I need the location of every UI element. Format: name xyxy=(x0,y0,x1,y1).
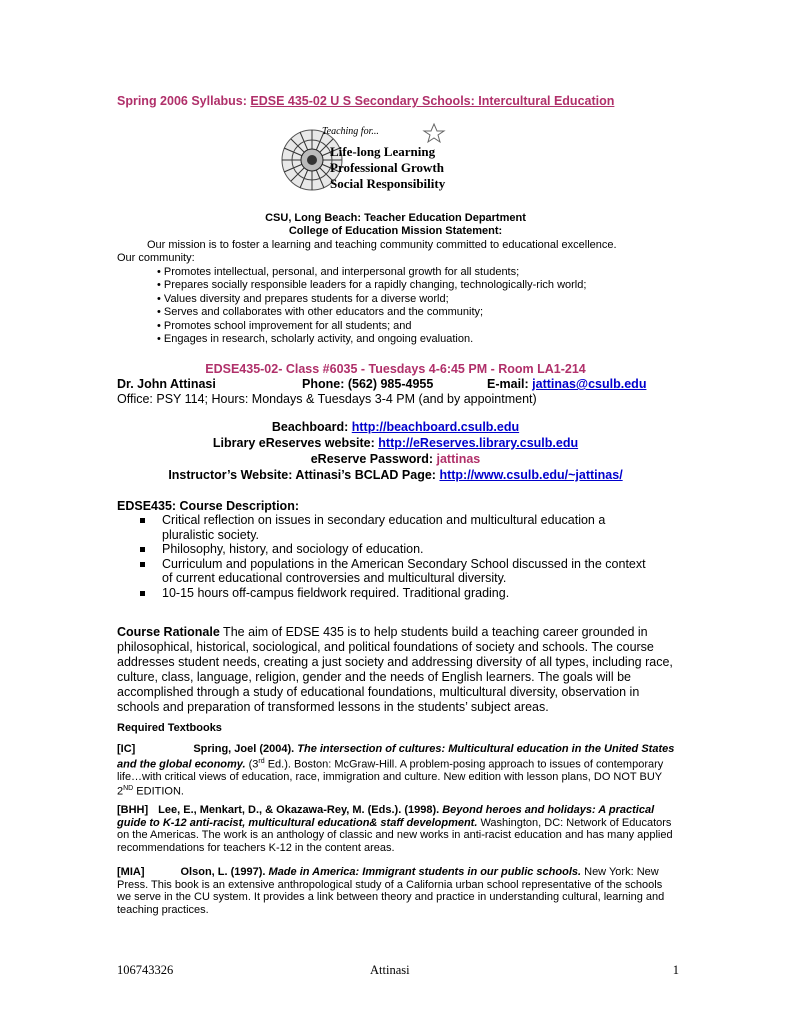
textbook-entry xyxy=(117,743,679,799)
textbooks-heading: Required Textbooks xyxy=(117,722,222,734)
logo-line3: Professional Growth xyxy=(330,160,444,175)
course-description-heading: EDSE435: Course Description: xyxy=(117,499,299,513)
square-bullet-icon xyxy=(140,518,145,523)
textbook-description: Ed.). Boston: McGraw-Hill. A problem-posing approach to issues of contemporary life…with critical views of education, race, immigration and culture. New edition with lesson plans, DO NOT BUY 2 xyxy=(117,758,664,799)
list-item-text: 10-15 hours off-campus fieldwork required. Traditional grading. xyxy=(162,585,510,600)
community-label: Our community: xyxy=(117,252,195,264)
footer-page-number: 1 xyxy=(672,963,679,977)
email-link[interactable]: jattinas@csulb.edu xyxy=(532,377,647,391)
syllabus-header xyxy=(117,94,614,108)
class-schedule: EDSE435-02- Class #6035 - Tuesdays 4-6:45 PM - Room LA1-214 xyxy=(205,362,586,376)
header-prefix: Spring 2006 Syllabus: xyxy=(117,94,251,108)
library-link[interactable]: http://eReserves.library.csulb.edu xyxy=(378,436,579,450)
textbook-edition: (3 xyxy=(245,758,259,771)
instructor-name: Dr. John Attinasi xyxy=(117,377,216,391)
mission-statement: Our mission is to foster a learning and teaching community committed to educational excellence. xyxy=(147,239,617,251)
list-item: • Serves and collaborates with other educators and the community; xyxy=(157,306,586,319)
textbook-description: New York: New Press. This book is an extensive anthropological study of a California urban school representative of the schools we serve in the CU system. It provides a link between theory and practice in understanding cultural, learning and teaching practices. xyxy=(117,866,665,916)
website-row xyxy=(0,468,791,482)
library-label: Library eReserves website: xyxy=(212,436,379,450)
course-rationale xyxy=(117,625,679,714)
course-title-link[interactable]: EDSE 435-02 U S Secondary Schools: Intercultural Education xyxy=(250,94,615,108)
square-bullet-icon xyxy=(140,547,145,552)
list-item xyxy=(137,586,657,601)
square-bullet-icon xyxy=(140,591,145,596)
textbook-title: The intersection of cultures: Multicultural education in the United States and the global economy. xyxy=(117,743,675,771)
textbook-author: Olson, L. (1997). xyxy=(180,866,269,878)
college-logo xyxy=(278,118,458,198)
website-label: Instructor’s Website: Attinasi’s BCLAD Page: xyxy=(168,468,440,482)
list-item: • Prepares socially responsible leaders for a rapidly changing, technologically-rich world; xyxy=(157,279,586,292)
star-icon xyxy=(424,124,444,142)
textbook-tag: [IC] xyxy=(117,743,136,755)
textbook-title: Beyond heroes and holidays: A practical guide to K-12 anti-racist, multicultural education& staff development. xyxy=(117,804,655,829)
list-item: • Values diversity and prepares students for a diverse world; xyxy=(157,293,586,306)
logo-line4: Social Responsibility xyxy=(330,176,446,191)
beachboard-label: Beachboard: xyxy=(271,420,352,434)
beachboard-link[interactable]: http://beachboard.csulb.edu xyxy=(351,420,520,434)
beachboard-row xyxy=(0,420,791,434)
website-link[interactable]: http://www.csulb.edu/~jattinas/ xyxy=(439,468,623,482)
superscript: rd xyxy=(258,757,265,765)
department-name: CSU, Long Beach: Teacher Education Department xyxy=(265,212,526,224)
textbook-entry xyxy=(117,804,679,854)
footer-doc-id: 106743326 xyxy=(117,963,174,977)
list-item: • Promotes intellectual, personal, and interpersonal growth for all students; xyxy=(157,266,586,279)
office-hours: Office: PSY 114; Hours: Mondays & Tuesdays 3-4 PM (and by appointment) xyxy=(117,392,537,406)
list-item: • Engages in research, scholarly activity, and ongoing evaluation. xyxy=(157,333,586,346)
instructor-email xyxy=(487,377,646,391)
list-item xyxy=(137,513,657,542)
course-description-list xyxy=(137,513,657,601)
textbook-entry xyxy=(117,866,679,916)
library-row xyxy=(0,436,791,450)
textbook-title: Made in America: Immigrant students in our public schools. xyxy=(268,866,582,878)
rationale-text: The aim of EDSE 435 is to help students build a teaching career grounded in philosophical, historical, sociological, and political foundations of society and schools. The course addresses student needs, creating a just society and addressing diversity of all types, including race, culture, class, language, religion, gender and the needs of English learners. The goals will be accomplished through a study of educational foundations, multicultural diversity, observation in schools and preparation of transformed lessons in the students’ subject areas. xyxy=(117,625,673,714)
list-item-text: Curriculum and populations in the American Secondary School discussed in the context of current educational controversies and multicultural diversity. xyxy=(162,556,646,586)
list-item xyxy=(137,557,657,586)
textbook-tag: [MIA] xyxy=(117,866,145,878)
logo-line2: Life-long Learning xyxy=(330,144,436,159)
password-row xyxy=(0,452,791,466)
ereserve-password: jattinas xyxy=(436,452,481,466)
list-item-text: Philosophy, history, and sociology of education. xyxy=(162,542,424,557)
instructor-phone: Phone: (562) 985-4955 xyxy=(302,377,434,391)
community-list xyxy=(157,266,586,346)
square-bullet-icon xyxy=(140,562,145,567)
textbook-description: Washington, DC: Network of Educators on the Americas. The work is an anthology of classic and new works in anti-racist education and has many applied recommendations for teachers K-12 in the content areas. xyxy=(117,816,673,854)
password-label: eReserve Password: xyxy=(310,452,437,466)
rationale-heading: Course Rationale xyxy=(117,625,220,639)
footer-author: Attinasi xyxy=(370,963,410,977)
list-item: • Promotes school improvement for all students; and xyxy=(157,320,586,333)
textbook-tail: EDITION. xyxy=(133,786,184,799)
textbook-tag: [BHH] xyxy=(117,804,149,816)
mission-heading: College of Education Mission Statement: xyxy=(288,225,503,237)
list-item xyxy=(137,542,657,557)
list-item-text: Critical reflection on issues in secondary education and multicultural education a pluralistic society. xyxy=(162,513,606,542)
textbook-author: Spring, Joel (2004). xyxy=(193,743,298,755)
textbook-author: Lee, E., Menkart, D., & Okazawa-Rey, M. (Eds.). (1998). xyxy=(158,804,443,816)
superscript: ND xyxy=(123,785,134,793)
email-label: E-mail: xyxy=(487,377,533,391)
logo-line1: Teaching for... xyxy=(322,126,379,137)
